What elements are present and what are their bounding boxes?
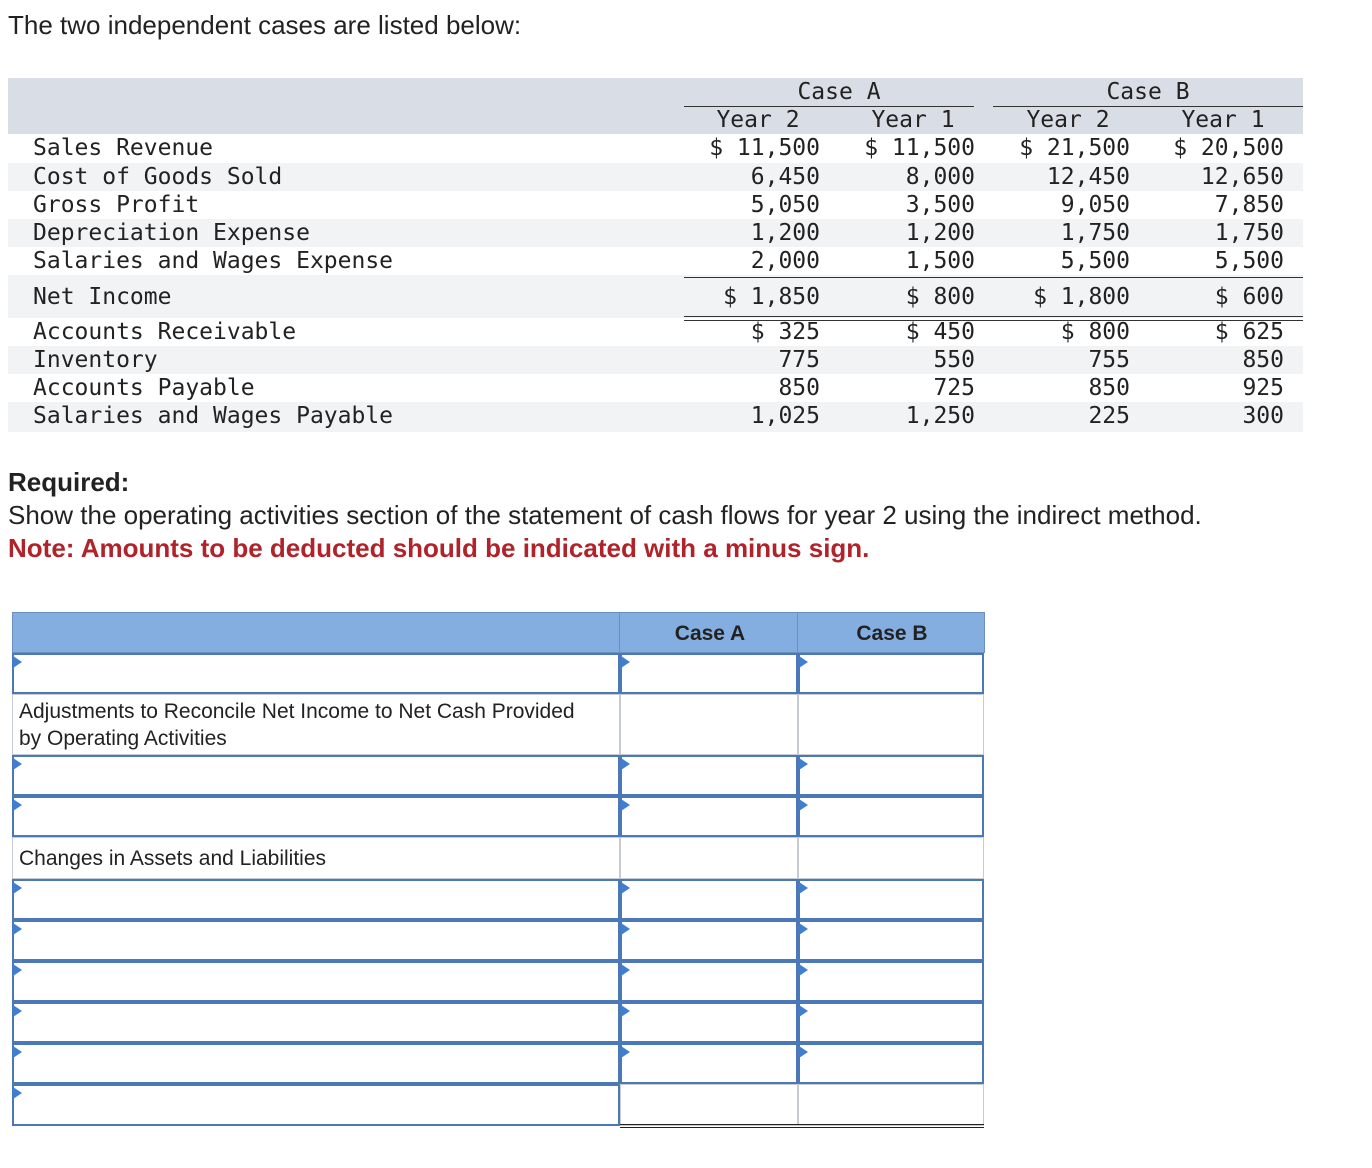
cell-value: $ 450 bbox=[905, 319, 975, 345]
case-a-amount-input[interactable] bbox=[620, 1043, 798, 1084]
case-b-amount-input[interactable] bbox=[798, 879, 984, 920]
answer-row bbox=[12, 1002, 985, 1043]
dropdown-arrow-icon bbox=[621, 882, 630, 894]
case-a-amount-input[interactable] bbox=[620, 920, 798, 961]
cell-value: $ 1,850 bbox=[723, 284, 820, 310]
required-section bbox=[8, 466, 1202, 565]
cell-value: 7,850 bbox=[1214, 192, 1284, 218]
cell-value: 12,650 bbox=[1200, 164, 1284, 190]
cell-value: 925 bbox=[1242, 375, 1284, 401]
year-header: Year 2 bbox=[1026, 107, 1110, 133]
cell-value: 12,450 bbox=[1046, 164, 1130, 190]
case-a-amount-input[interactable] bbox=[620, 796, 798, 837]
adjustments-label: Adjustments to Reconcile Net Income to Net Cash Provided by Operating Activities bbox=[19, 700, 575, 750]
line-item-dropdown[interactable] bbox=[12, 879, 620, 920]
case-a-amount-input[interactable] bbox=[620, 755, 798, 796]
case-b-amount-input[interactable] bbox=[798, 920, 984, 961]
cell-value: 225 bbox=[1088, 403, 1130, 429]
dropdown-arrow-icon bbox=[799, 964, 808, 976]
cell-value: $ 800 bbox=[905, 284, 975, 310]
line-item-dropdown[interactable] bbox=[12, 653, 620, 694]
case-a-header: Case A bbox=[797, 79, 881, 105]
cell-value: 1,500 bbox=[905, 248, 975, 274]
cell-value: 775 bbox=[778, 347, 820, 373]
dropdown-arrow-icon bbox=[621, 964, 630, 976]
case-a-amount-input[interactable] bbox=[620, 879, 798, 920]
row-label: Sales Revenue bbox=[33, 135, 214, 161]
cell-value: $ 625 bbox=[1214, 319, 1284, 345]
line-item-dropdown[interactable] bbox=[12, 796, 620, 837]
dropdown-arrow-icon bbox=[621, 758, 630, 770]
dropdown-arrow-icon bbox=[799, 882, 808, 894]
case-b-amount-input[interactable] bbox=[798, 961, 984, 1002]
grid-header-case-a: Case A bbox=[674, 622, 746, 645]
required-text: Show the operating activities section of the statement of cash flows for year 2 using the indirect method. bbox=[8, 500, 1202, 530]
dropdown-arrow-icon bbox=[621, 1046, 630, 1058]
case-a-amount-input[interactable] bbox=[620, 653, 798, 694]
row-label: Salaries and Wages Expense bbox=[33, 248, 394, 274]
case-b-amount-input[interactable] bbox=[798, 653, 984, 694]
row-label: Accounts Payable bbox=[33, 375, 255, 401]
row-label: Salaries and Wages Payable bbox=[33, 403, 394, 429]
cell-value: 5,500 bbox=[1214, 248, 1284, 274]
section-row bbox=[12, 694, 985, 755]
year-header: Year 1 bbox=[1181, 107, 1265, 133]
section-row bbox=[12, 837, 985, 879]
cell-value: $ 21,500 bbox=[1019, 135, 1130, 161]
cell-value: 755 bbox=[1088, 347, 1130, 373]
answer-row bbox=[12, 796, 985, 837]
answer-row bbox=[12, 1043, 985, 1084]
cell-value: 1,200 bbox=[750, 220, 820, 246]
case-b-amount-input[interactable] bbox=[798, 1002, 984, 1043]
dropdown-arrow-icon bbox=[799, 1005, 808, 1017]
cell-value: $ 11,500 bbox=[709, 135, 820, 161]
cell-value: 550 bbox=[933, 347, 975, 373]
dropdown-arrow-icon bbox=[621, 656, 630, 668]
dropdown-arrow-icon bbox=[13, 656, 22, 668]
required-note: Note: Amounts to be deducted should be indicated with a minus sign. bbox=[8, 533, 870, 563]
case-a-amount-input[interactable] bbox=[620, 961, 798, 1002]
cell-value: 725 bbox=[933, 375, 975, 401]
cell-value: 300 bbox=[1242, 403, 1284, 429]
financial-data-table bbox=[8, 78, 1303, 432]
cell-value: 1,250 bbox=[905, 403, 975, 429]
cell-value: 1,025 bbox=[750, 403, 820, 429]
cell-value: 5,500 bbox=[1060, 248, 1130, 274]
dropdown-arrow-icon bbox=[621, 923, 630, 935]
dropdown-arrow-icon bbox=[799, 923, 808, 935]
cell-value: 8,000 bbox=[905, 164, 975, 190]
case-b-amount-input[interactable] bbox=[798, 1043, 984, 1084]
row-label: Net Income bbox=[33, 284, 172, 310]
row-label: Inventory bbox=[33, 347, 158, 373]
grid-header bbox=[12, 612, 985, 653]
case-b-total-cell bbox=[798, 1084, 984, 1126]
cell-value: 6,450 bbox=[750, 164, 820, 190]
answer-row bbox=[12, 920, 985, 961]
dropdown-arrow-icon bbox=[13, 1087, 22, 1099]
dropdown-arrow-icon bbox=[799, 758, 808, 770]
cell-value: 850 bbox=[1242, 347, 1284, 373]
case-b-header: Case B bbox=[1106, 79, 1190, 105]
dropdown-arrow-icon bbox=[13, 923, 22, 935]
cell-value: 5,050 bbox=[750, 192, 820, 218]
answer-row bbox=[12, 653, 985, 694]
answer-row bbox=[12, 755, 985, 796]
cell-value: $ 11,500 bbox=[864, 135, 975, 161]
cell-value: $ 1,800 bbox=[1033, 284, 1130, 310]
total-row bbox=[12, 1084, 985, 1126]
dropdown-arrow-icon bbox=[13, 882, 22, 894]
dropdown-arrow-icon bbox=[799, 656, 808, 668]
case-a-total-cell bbox=[620, 1084, 798, 1126]
line-item-dropdown[interactable] bbox=[12, 920, 620, 961]
cell-value: 2,000 bbox=[750, 248, 820, 274]
dropdown-arrow-icon bbox=[799, 1046, 808, 1058]
cell-value: 850 bbox=[778, 375, 820, 401]
answer-row bbox=[12, 961, 985, 1002]
intro-text: The two independent cases are listed below: bbox=[8, 10, 522, 40]
dropdown-arrow-icon bbox=[799, 799, 808, 811]
changes-label: Changes in Assets and Liabilities bbox=[19, 847, 327, 870]
cash-flow-answer-grid bbox=[12, 612, 985, 1128]
cell-value: $ 20,500 bbox=[1173, 135, 1284, 161]
cell-value: 850 bbox=[1088, 375, 1130, 401]
case-b-amount-input[interactable] bbox=[798, 755, 984, 796]
row-label: Cost of Goods Sold bbox=[33, 164, 283, 190]
year-header: Year 2 bbox=[716, 107, 800, 133]
year-header: Year 1 bbox=[871, 107, 955, 133]
cell-value: 1,750 bbox=[1060, 220, 1130, 246]
dropdown-arrow-icon bbox=[13, 1005, 22, 1017]
case-b-amount-input[interactable] bbox=[798, 796, 984, 837]
cell-value: 3,500 bbox=[905, 192, 975, 218]
dropdown-arrow-icon bbox=[13, 1046, 22, 1058]
required-heading: Required: bbox=[8, 467, 130, 497]
cell-value: $ 325 bbox=[750, 319, 820, 345]
dropdown-arrow-icon bbox=[621, 1005, 630, 1017]
dropdown-arrow-icon bbox=[13, 799, 22, 811]
grid-header-case-b: Case B bbox=[856, 622, 928, 645]
answer-row bbox=[12, 879, 985, 920]
dropdown-arrow-icon bbox=[13, 758, 22, 770]
row-label: Gross Profit bbox=[33, 192, 200, 218]
line-item-dropdown[interactable] bbox=[12, 1043, 620, 1084]
total-label-dropdown[interactable] bbox=[12, 1084, 620, 1126]
line-item-dropdown[interactable] bbox=[12, 1002, 620, 1043]
line-item-dropdown[interactable] bbox=[12, 961, 620, 1002]
dropdown-arrow-icon bbox=[621, 799, 630, 811]
cell-value: 1,750 bbox=[1214, 220, 1284, 246]
cell-value: 1,200 bbox=[905, 220, 975, 246]
cell-value: 9,050 bbox=[1060, 192, 1130, 218]
row-label: Accounts Receivable bbox=[33, 319, 297, 345]
line-item-dropdown[interactable] bbox=[12, 755, 620, 796]
row-label: Depreciation Expense bbox=[33, 220, 310, 246]
cell-value: $ 600 bbox=[1214, 284, 1284, 310]
dropdown-arrow-icon bbox=[13, 964, 22, 976]
case-a-amount-input[interactable] bbox=[620, 1002, 798, 1043]
cell-value: $ 800 bbox=[1060, 319, 1130, 345]
